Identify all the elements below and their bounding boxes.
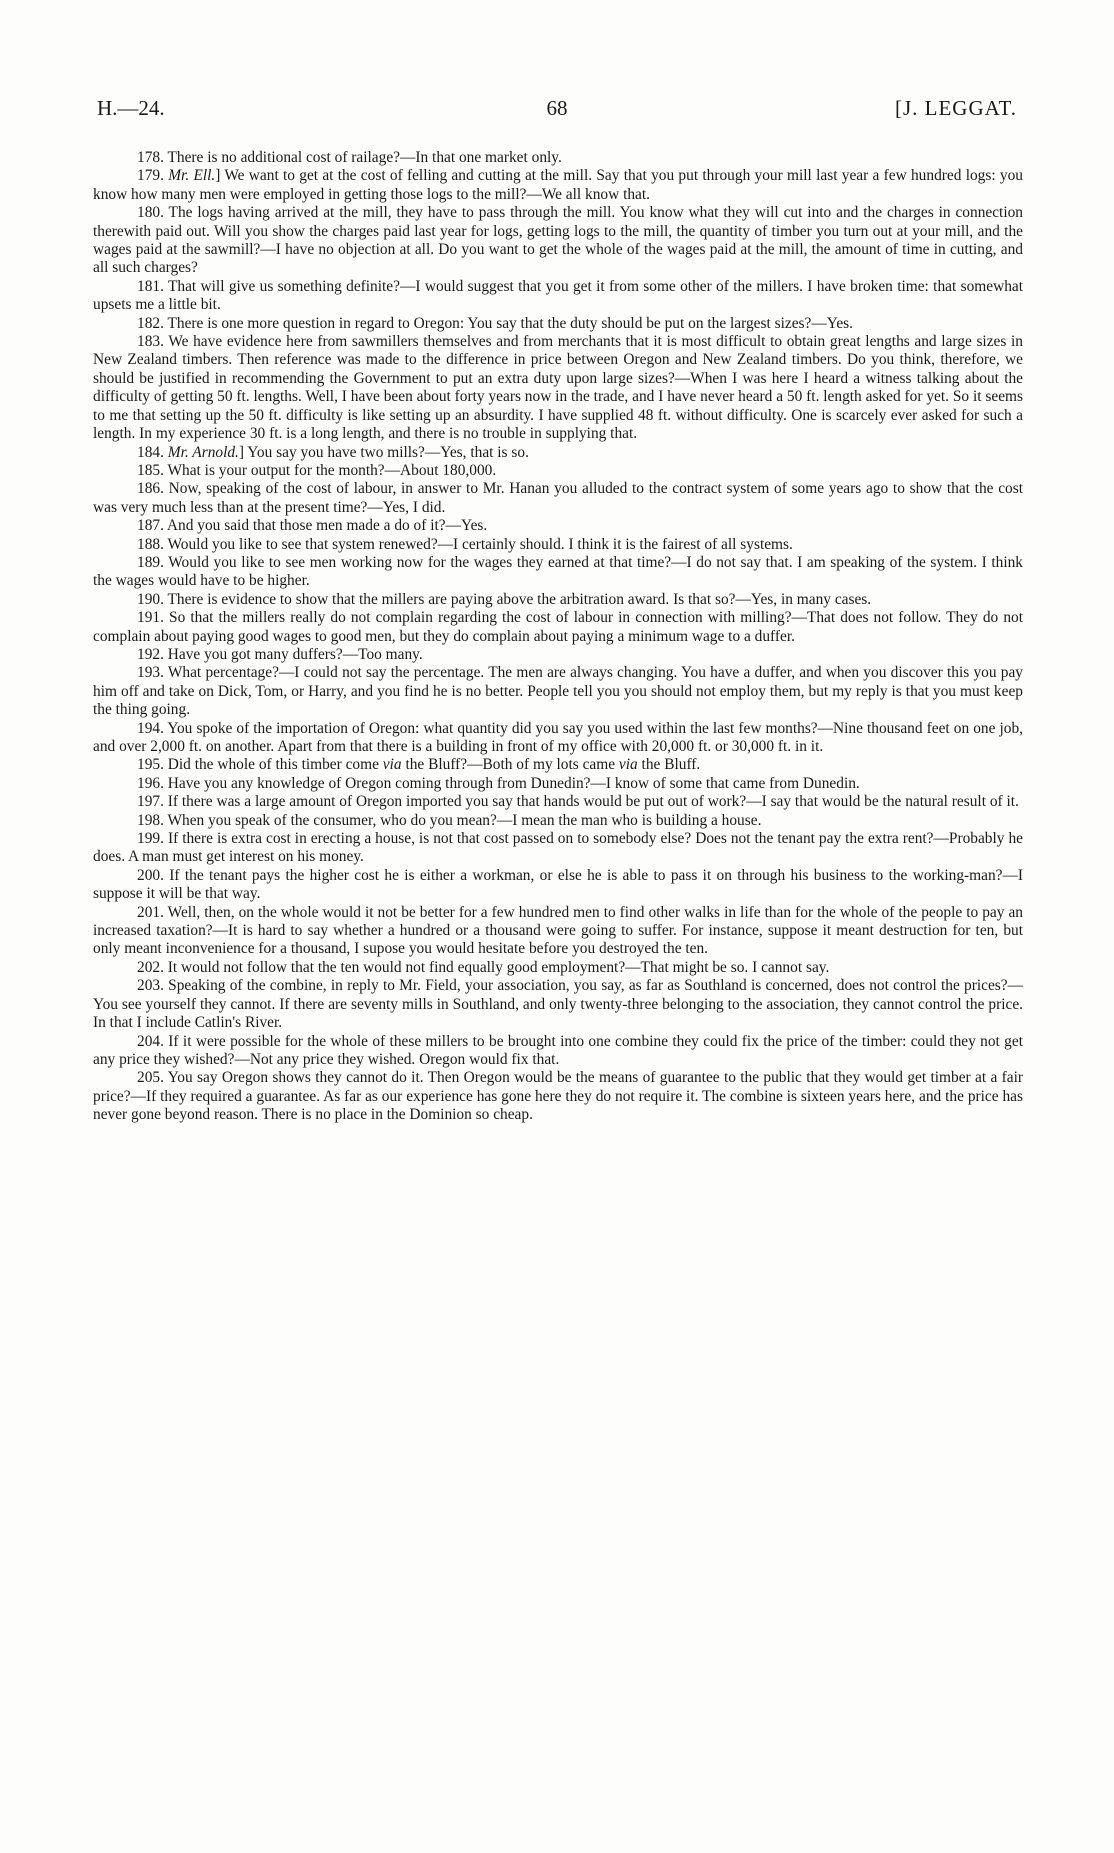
- paragraph-199: 199. If there is extra cost in erecting a house, is not that cost passed on to somebody else? Does not the tenant pay the extra rent?—Probably he does. A man must get interest on his money.: [93, 830, 1023, 866]
- paragraph-184: 184. Mr. Arnold.] You say you have two mills?—Yes, that is so.: [137, 443, 529, 461]
- paragraph-183: 183. We have evidence here from sawmillers themselves and from merchants that it is most difficult to obtain great lengths and large sizes in New Zealand timbers. Then reference was made to the difference in price between Oregon and New Zealand timbers. Do you think, therefore, we should be justified in recommending the Government to put an extra duty upon large sizes?—When I was here I heard a witness talking about the difficulty of getting 50 ft. lengths. Well, I have been about forty years now in the trade, and I have never heard a 50 ft. length asked for yet. So it seems to me that setting up the 50 ft. difficulty is like setting up an absurdity. I have supplied 48 ft. without difficulty. One is scarcely ever asked for such a length. In my experience 30 ft. is a long length, and there is no trouble in supplying that.: [93, 333, 1023, 443]
- paragraph-182: 182. There is one more question in regard to Oregon: You say that the duty should be put on the largest sizes?—Yes.: [137, 314, 853, 332]
- paragraph-204: 204. If it were possible for the whole of these millers to be brought into one combine they could fix the price of the timber: could they not get any price they wished?—Not any price they wished. Oregon would fix that.: [93, 1032, 1023, 1068]
- paragraph-198: 198. When you speak of the consumer, who do you mean?—I mean the man who is building a house.: [137, 811, 762, 829]
- paragraph-180: 180. The logs having arrived at the mill, they have to pass through the mill. You know what they will cut into and the charges in connection therewith paid out. Will you show the charges paid last year for logs, getting logs to the mill, the quantity of timber you turn out at your mill, and the wages paid at the sawmill?—I have no objection at all. Do you want to get the whole of the wages paid at the mill, the amount of time in cutting, and all such charges?: [93, 204, 1023, 277]
- paragraph-185: 185. What is your output for the month?—About 180,000.: [137, 461, 497, 479]
- paragraph-197: 197. If there was a large amount of Oregon imported you say that hands would be put out of work?—I say that would be the natural result of it.: [137, 793, 1019, 811]
- paragraph-192: 192. Have you got many duffers?—Too many.: [137, 645, 423, 663]
- paragraph-179: 179. Mr. Ell.] We want to get at the cost of felling and cutting at the mill. Say that you put through your mill last year a few hundred logs: you know how many men were employed in getting those logs to the mill?—We all know that.: [93, 167, 1023, 203]
- paragraph-178: 178. There is no additional cost of railage?—In that one market only.: [137, 149, 562, 166]
- paragraph-190: 190. There is evidence to show that the millers are paying above the arbitration award. Is that so?—Yes, in many cases.: [137, 590, 872, 608]
- paragraph-205: 205. You say Oregon shows they cannot do it. Then Oregon would be the means of guarantee to the public that they would get timber at a fair price?—If they required a guarantee. As far as our experience has gone here they do not require it. The combine is sixteen years here, and the price has never gone beyond reason. There is no place in the Dominion so cheap.: [93, 1069, 1023, 1124]
- paragraph-202: 202. It would not follow that the ten would not find equally good employment?—That might be so. I cannot say.: [137, 958, 830, 976]
- paragraph-189: 189. Would you like to see men working now for the wages they earned at that time?—I do not say that. I am speaking of the system. I think the wages would have to be higher.: [93, 553, 1023, 590]
- paragraph-181: 181. That will give us something definite?—I would suggest that you get it from some other of the millers. I have broken time: that somewhat upsets me a little bit.: [93, 277, 1023, 314]
- paragraph-191: 191. So that the millers really do not complain regarding the cost of labour in connection with milling?—That does not follow. They do not complain about paying good wages to good men, but they do complain about paying a minimum wage to a duffer.: [93, 609, 1023, 645]
- paragraph-200: 200. If the tenant pays the higher cost he is either a workman, or else he is able to pass it on through his business to the working-man?—I suppose it will be that way.: [93, 866, 1023, 903]
- paragraph-196: 196. Have you any knowledge of Oregon coming through from Dunedin?—I know of some that came from Dunedin.: [137, 774, 860, 792]
- paragraph-195: 195. Did the whole of this timber come via the Bluff?—Both of my lots came via the Bluff.: [137, 756, 701, 774]
- paragraph-186: 186. Now, speaking of the cost of labour, in answer to Mr. Hanan you alluded to the contract system of some years ago to show that the cost was very much less than at the present time?—Yes, I did.: [93, 480, 1023, 516]
- paragraph-188: 188. Would you like to see that system renewed?—I certainly should. I think it is the fairest of all systems.: [137, 535, 793, 553]
- paragraph-194: 194. You spoke of the importation of Oregon: what quantity did you say you used within the last few months?—Nine thousand feet on one job, and over 2,000 ft. on another. Apart from that there is a building in front of my office with 20,000 ft. or 30,000 ft. in it.: [93, 719, 1023, 755]
- page-header: [93, 96, 1021, 136]
- document-reference: H.—24.: [97, 96, 165, 120]
- paragraph-201: 201. Well, then, on the whole would it not be better for a few hundred men to find other walks in life than for the whole of the people to pay an increased taxation?—It is hard to say whether a hundred or a thousand were going to suffer. For instance, suppose it meant destruction for ten, but only meant inconvenience for a thousand, I supose you would hesitate before you destroyed the ten.: [93, 903, 1023, 958]
- paragraph-203: 203. Speaking of the combine, in reply to Mr. Field, your association, you say, as far as Southland is concerned, does not control the prices?—You see yourself they cannot. If there are seventy mills in Southland, and only twenty-three belonging to the association, they cannot control the price. In that I include Catlin's River.: [93, 977, 1023, 1032]
- paragraph-187: 187. And you said that those men made a do of it?—Yes.: [137, 517, 488, 535]
- page-number: 68: [546, 96, 568, 120]
- document-body: [93, 149, 1023, 1125]
- witness-name: [J. LEGGAT.: [894, 96, 1017, 120]
- paragraph-193: 193. What percentage?—I could not say the percentage. The men are always changing. You have a duffer, and when you discover this you pay him off and take on Dick, Tom, or Harry, and you find he is no better. People tell you you should not employ them, but my reply is that you must keep the thing going.: [93, 664, 1023, 719]
